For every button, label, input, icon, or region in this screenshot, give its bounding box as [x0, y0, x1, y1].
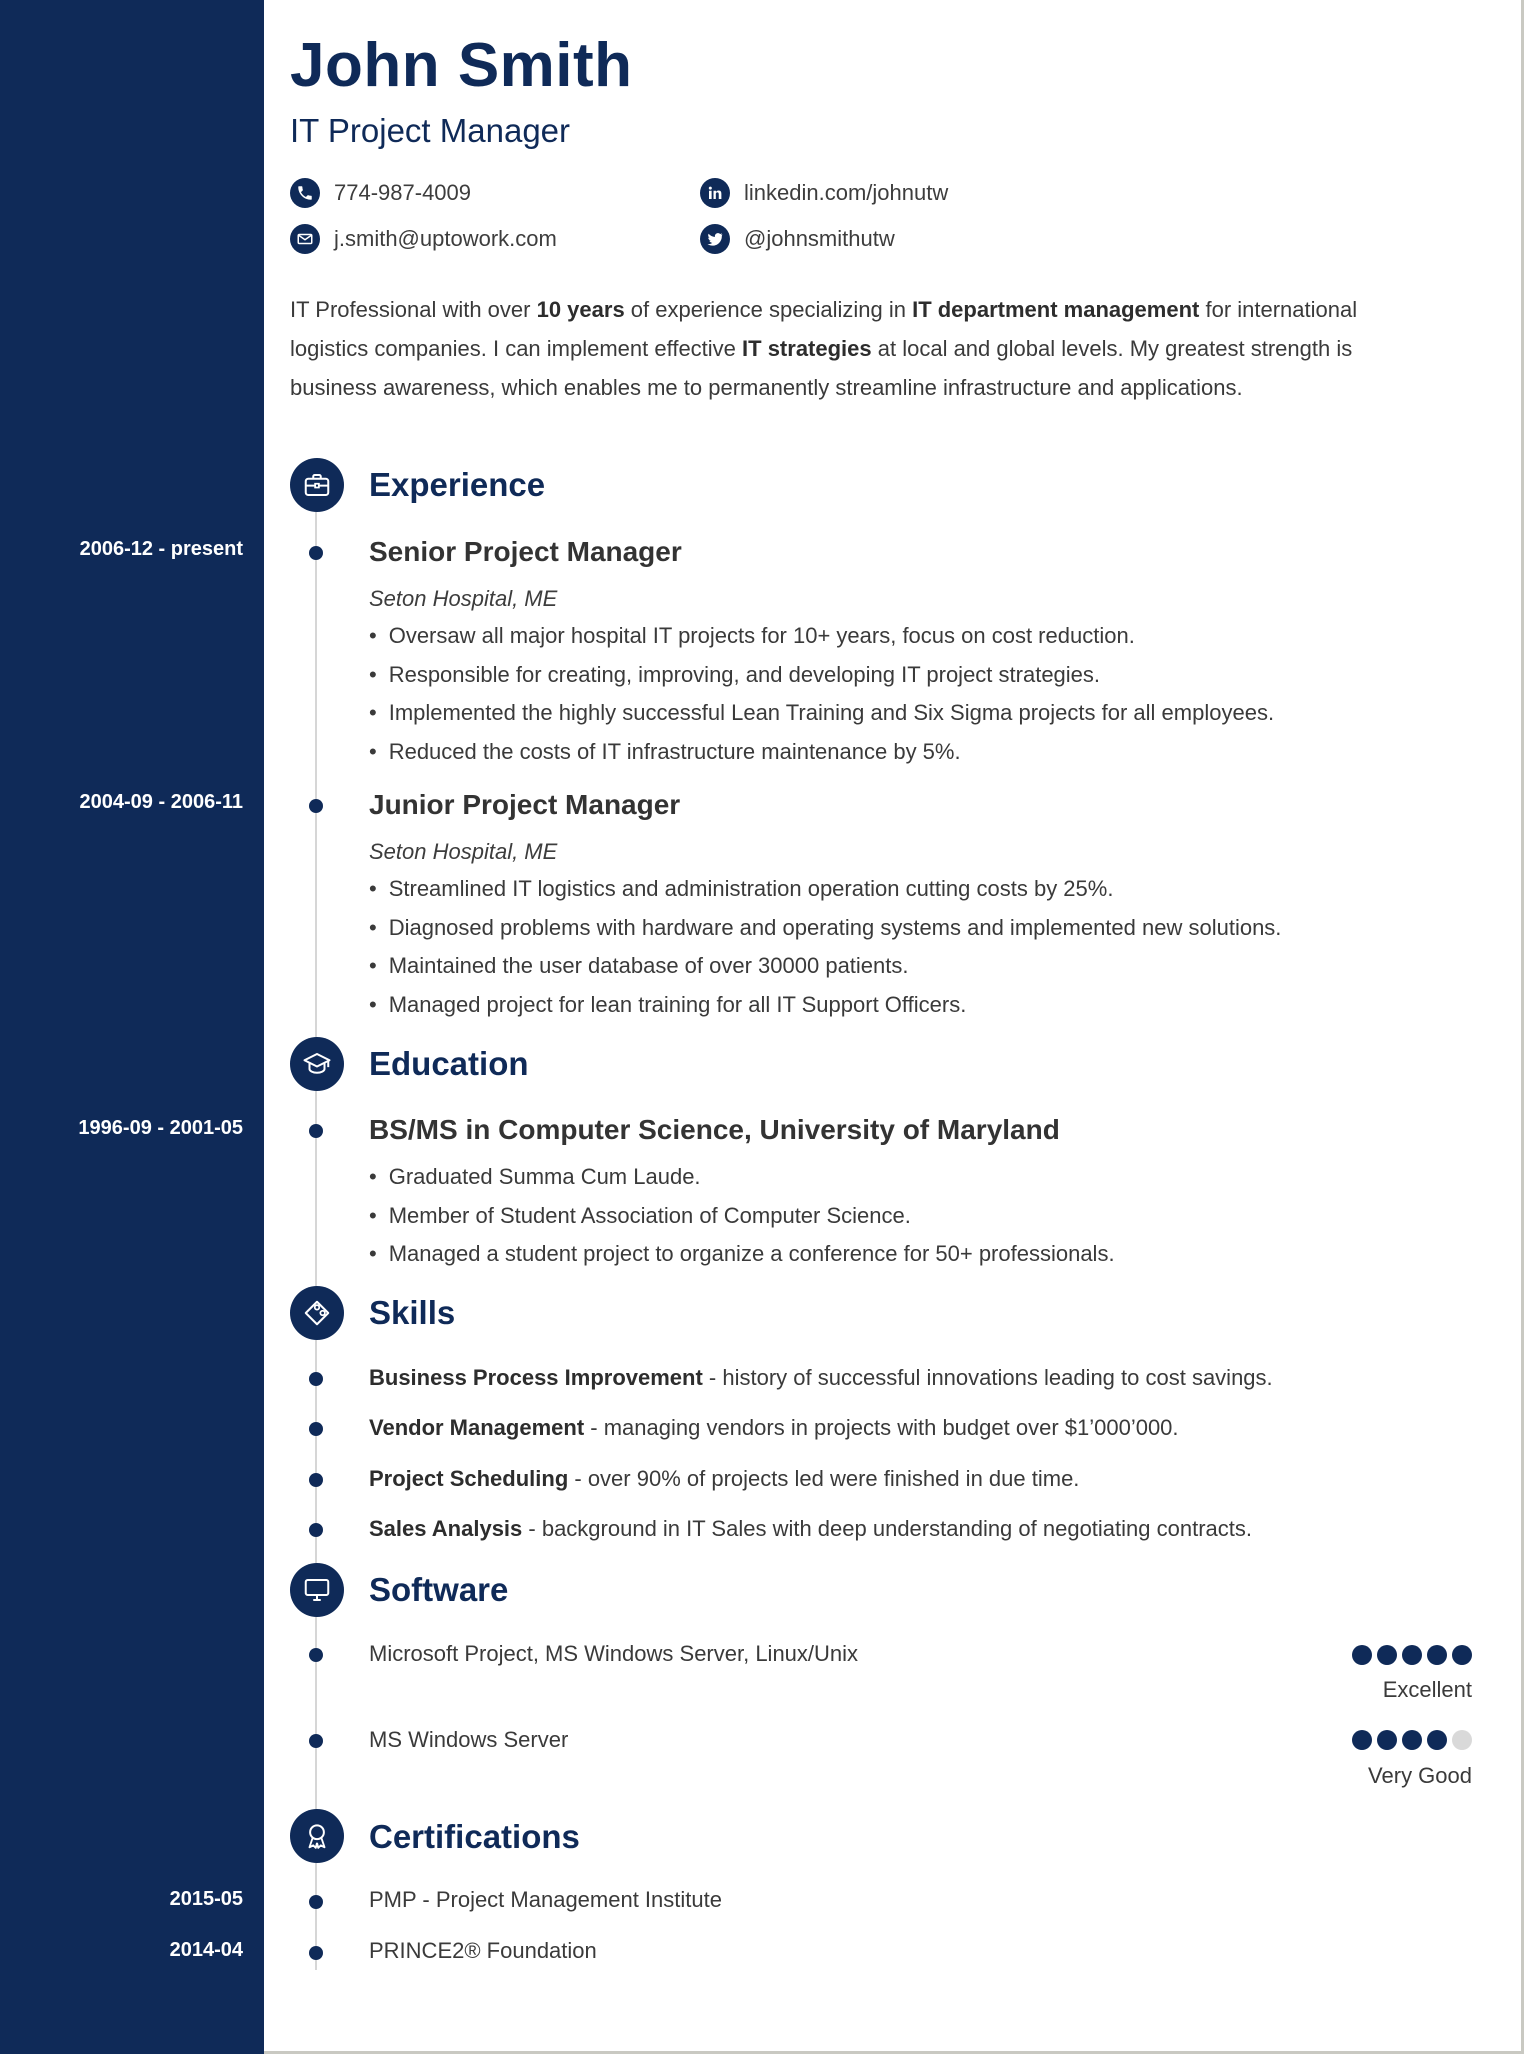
- rating-dot: [1427, 1645, 1447, 1665]
- certification-date: 2015-05: [169, 1888, 243, 1910]
- award-ribbon-icon: [290, 1809, 344, 1863]
- list-item: • Member of Student Association of Computer Science.: [369, 1197, 1115, 1236]
- graduation-cap-icon: [290, 1037, 344, 1091]
- rating-dot: [1352, 1645, 1372, 1665]
- section-title-software: Software: [369, 1571, 509, 1608]
- section-title-certifications: Certifications: [369, 1818, 580, 1855]
- certification-name: PRINCE2® Foundation: [369, 1938, 597, 1963]
- certification-date: 2014-04: [169, 1939, 243, 1961]
- contact-twitter: [700, 224, 895, 254]
- job-title: Senior Project Manager: [369, 536, 682, 567]
- contact-email: [290, 224, 557, 254]
- phone-text: 774-987-4009: [334, 180, 472, 205]
- timeline-dot: [309, 1946, 323, 1960]
- list-item: • Maintained the user database of over 30000 patients.: [369, 947, 1281, 986]
- contact-phone: [290, 178, 471, 208]
- list-item: • Diagnosed problems with hardware and operating systems and implemented new solutions.: [369, 909, 1281, 948]
- contact-linkedin: [700, 178, 948, 208]
- timeline-dot: [309, 1523, 323, 1537]
- email-icon: [290, 224, 320, 254]
- list-item: • Managed a student project to organize a conference for 50+ professionals.: [369, 1235, 1115, 1274]
- timeline-line: [315, 500, 317, 1970]
- job-dates: 2004-09 - 2006-11: [79, 791, 243, 813]
- job-bullets: [369, 870, 1281, 1024]
- linkedin-icon: [700, 178, 730, 208]
- list-item: • Managed project for lean training for all IT Support Officers.: [369, 986, 1281, 1025]
- skill-item: Business Process Improvement - history of successful innovations leading to cost savings.: [369, 1365, 1273, 1390]
- timeline-dot: [309, 1372, 323, 1386]
- rating-dot: [1452, 1730, 1472, 1750]
- timeline-dot: [309, 1648, 323, 1662]
- timeline-dot: [309, 546, 323, 560]
- timeline-dot: [309, 1422, 323, 1436]
- list-item: • Reduced the costs of IT infrastructure maintenance by 5%.: [369, 733, 1274, 772]
- section-title-experience: Experience: [369, 466, 546, 503]
- education-dates: 1996-09 - 2001-05: [78, 1117, 243, 1139]
- section-title-education: Education: [369, 1045, 529, 1082]
- rating-dot: [1402, 1730, 1422, 1750]
- software-name: MS Windows Server: [369, 1727, 569, 1752]
- section-title-skills: Skills: [369, 1294, 456, 1331]
- rating-dot: [1452, 1645, 1472, 1665]
- skill-item: Sales Analysis - background in IT Sales with deep understanding of negotiating contracts.: [369, 1516, 1252, 1541]
- software-rating: [1352, 1645, 1472, 1665]
- education-bullets: [369, 1158, 1115, 1274]
- list-item: • Implemented the highly successful Lean Training and Six Sigma projects for all employees.: [369, 694, 1274, 733]
- timeline-dot: [309, 1734, 323, 1748]
- rating-label: Excellent: [1382, 1677, 1472, 1702]
- twitter-text: @johnsmithutw: [744, 226, 895, 251]
- rating-dot: [1402, 1645, 1422, 1665]
- linkedin-text: linkedin.com/johnutw: [744, 180, 949, 205]
- rating-dot: [1352, 1730, 1372, 1750]
- twitter-icon: [700, 224, 730, 254]
- timeline-dot: [309, 1473, 323, 1487]
- candidate-name: John Smith: [290, 31, 633, 100]
- job-company: Seton Hospital, ME: [369, 839, 558, 864]
- rating-dot: [1377, 1730, 1397, 1750]
- timeline-dot: [309, 799, 323, 813]
- software-name: Microsoft Project, MS Windows Server, Linux/Unix: [369, 1641, 859, 1666]
- monitor-icon: [290, 1563, 344, 1617]
- skill-item: Project Scheduling - over 90% of projects led were finished in due time.: [369, 1466, 1080, 1491]
- puzzle-icon: [290, 1286, 344, 1340]
- timeline-dot: [309, 1895, 323, 1909]
- degree-title: BS/MS in Computer Science, University of Maryland: [369, 1114, 1060, 1145]
- job-bullets: [369, 617, 1274, 771]
- list-item: • Oversaw all major hospital IT projects for 10+ years, focus on cost reduction.: [369, 617, 1274, 656]
- certification-name: PMP - Project Management Institute: [369, 1887, 722, 1912]
- timeline-dot: [309, 1124, 323, 1138]
- skill-item: Vendor Management - managing vendors in projects with budget over $1’000’000.: [369, 1415, 1179, 1440]
- rating-label: Very Good: [1368, 1763, 1472, 1788]
- list-item: • Streamlined IT logistics and administration operation cutting costs by 25%.: [369, 870, 1281, 909]
- list-item: • Graduated Summa Cum Laude.: [369, 1158, 1115, 1197]
- software-rating: [1352, 1730, 1472, 1750]
- job-dates: 2006-12 - present: [79, 538, 243, 560]
- rating-dot: [1427, 1730, 1447, 1750]
- email-text: j.smith@uptowork.com: [334, 226, 557, 251]
- briefcase-icon: [290, 458, 344, 512]
- profile-summary: IT Professional with over 10 years of experience specializing in IT department management for international logistics companies. I can implement effective IT strategies at local and global levels. My greatest strength is business awareness, which enables me to permanently streamline infrastructure and applications.: [290, 297, 1358, 400]
- phone-icon: [290, 178, 320, 208]
- rating-dot: [1377, 1645, 1397, 1665]
- job-company: Seton Hospital, ME: [369, 586, 558, 611]
- left-sidebar: [0, 0, 264, 2054]
- candidate-title: IT Project Manager: [290, 112, 571, 149]
- list-item: • Responsible for creating, improving, and developing IT project strategies.: [369, 656, 1274, 695]
- job-title: Junior Project Manager: [369, 789, 681, 820]
